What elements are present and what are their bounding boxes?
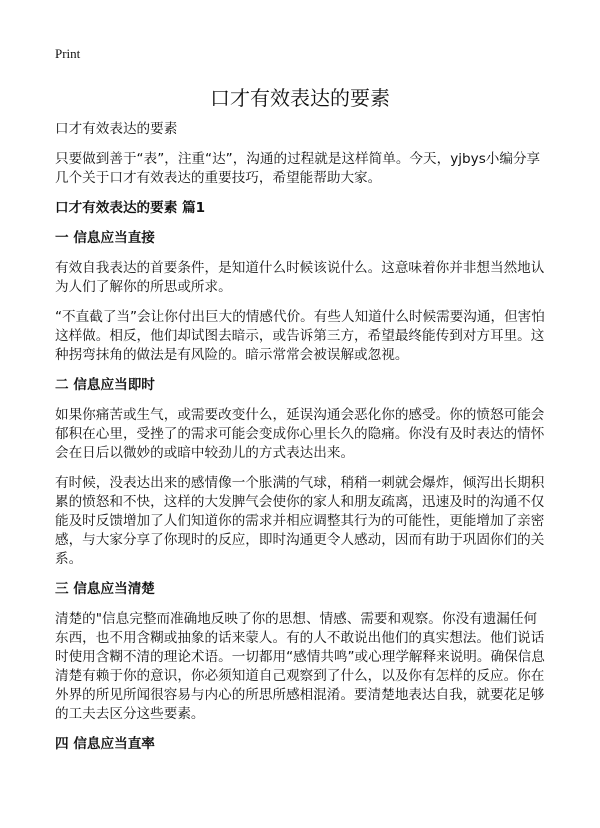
- page-title: 口才有效表达的要素: [210, 86, 390, 110]
- paragraph: 清楚的"信息完整而准确地反映了你的思想、情感、需要和观察。你没有遗漏任何东西，也不用含糊或抽象的话来蒙人。有的人不敢说出他们的真实想法。他们说话时使用含糊不清的理论术语。一切都用“感情共鸣”或心理学解释来说明。确保信息清楚有赖于你的意识，你必须知道自己观察到了什么，以及你有怎样的反应。你在外界的所见所闻很容易与内心的所思所感相混淆。要清楚地表达自我，就要花足够的工夫去区分这些要素。: [55, 611, 545, 722]
- paragraph: 如果你痛苦或生气，或需要改变什么，延误沟通会恶化你的感受。你的愤怒可能会郁积在心里，受挫了的需求可能会变成你心里长久的隐痛。你没有及时表达的情怀会在日后以微妙的或暗中较劲儿的方式表达出来。: [55, 407, 545, 461]
- paragraph: “不直截了当”会让你付出巨大的情感代价。有些人知道什么时候需要沟通，但害怕这样做。相反，他们却试图去暗示，或告诉第三方，希望最终能传到对方耳里。这种拐弯抹角的做法是有风险的。暗示常常会被误解或忽视。: [55, 309, 545, 363]
- paragraph: 口才有效表达的要素: [55, 121, 178, 137]
- section-heading: 二 信息应当即时: [55, 377, 155, 393]
- print-link[interactable]: Print: [55, 46, 81, 61]
- paragraph: 有效自我表达的首要条件，是知道什么时候该说什么。这意味着你并非想当然地认为人们了解你的所思或所求。: [55, 260, 545, 295]
- section-heading: 一 信息应当直接: [55, 230, 155, 246]
- paragraph: 有时候，没表达出来的感情像一个胀满的气球，稍稍一刺就会爆炸，倾泻出长期积累的愤怒和不快，这样的大发脾气会使你的家人和朋友疏离，迅速及时的沟通不仅能及时反馈增加了人们知道你的需求并相应调整其行为的可能性，更能增加了亲密感，与大家分享了你现时的反应，即时沟通更令人感动，因而有助于巩固你们的关系。: [55, 475, 545, 567]
- section-heading: 三 信息应当清楚: [55, 581, 155, 597]
- section-heading: 口才有效表达的要素 篇1: [55, 200, 206, 216]
- section-heading: 四 信息应当直率: [55, 736, 155, 752]
- article-body: [55, 120, 547, 765]
- paragraph: 只要做到善于“表”，注重“达”，沟通的过程就是这样简单。今天，yjbys小编分享几个关于口才有效表达的重要技巧，希望能帮助大家。: [55, 151, 541, 186]
